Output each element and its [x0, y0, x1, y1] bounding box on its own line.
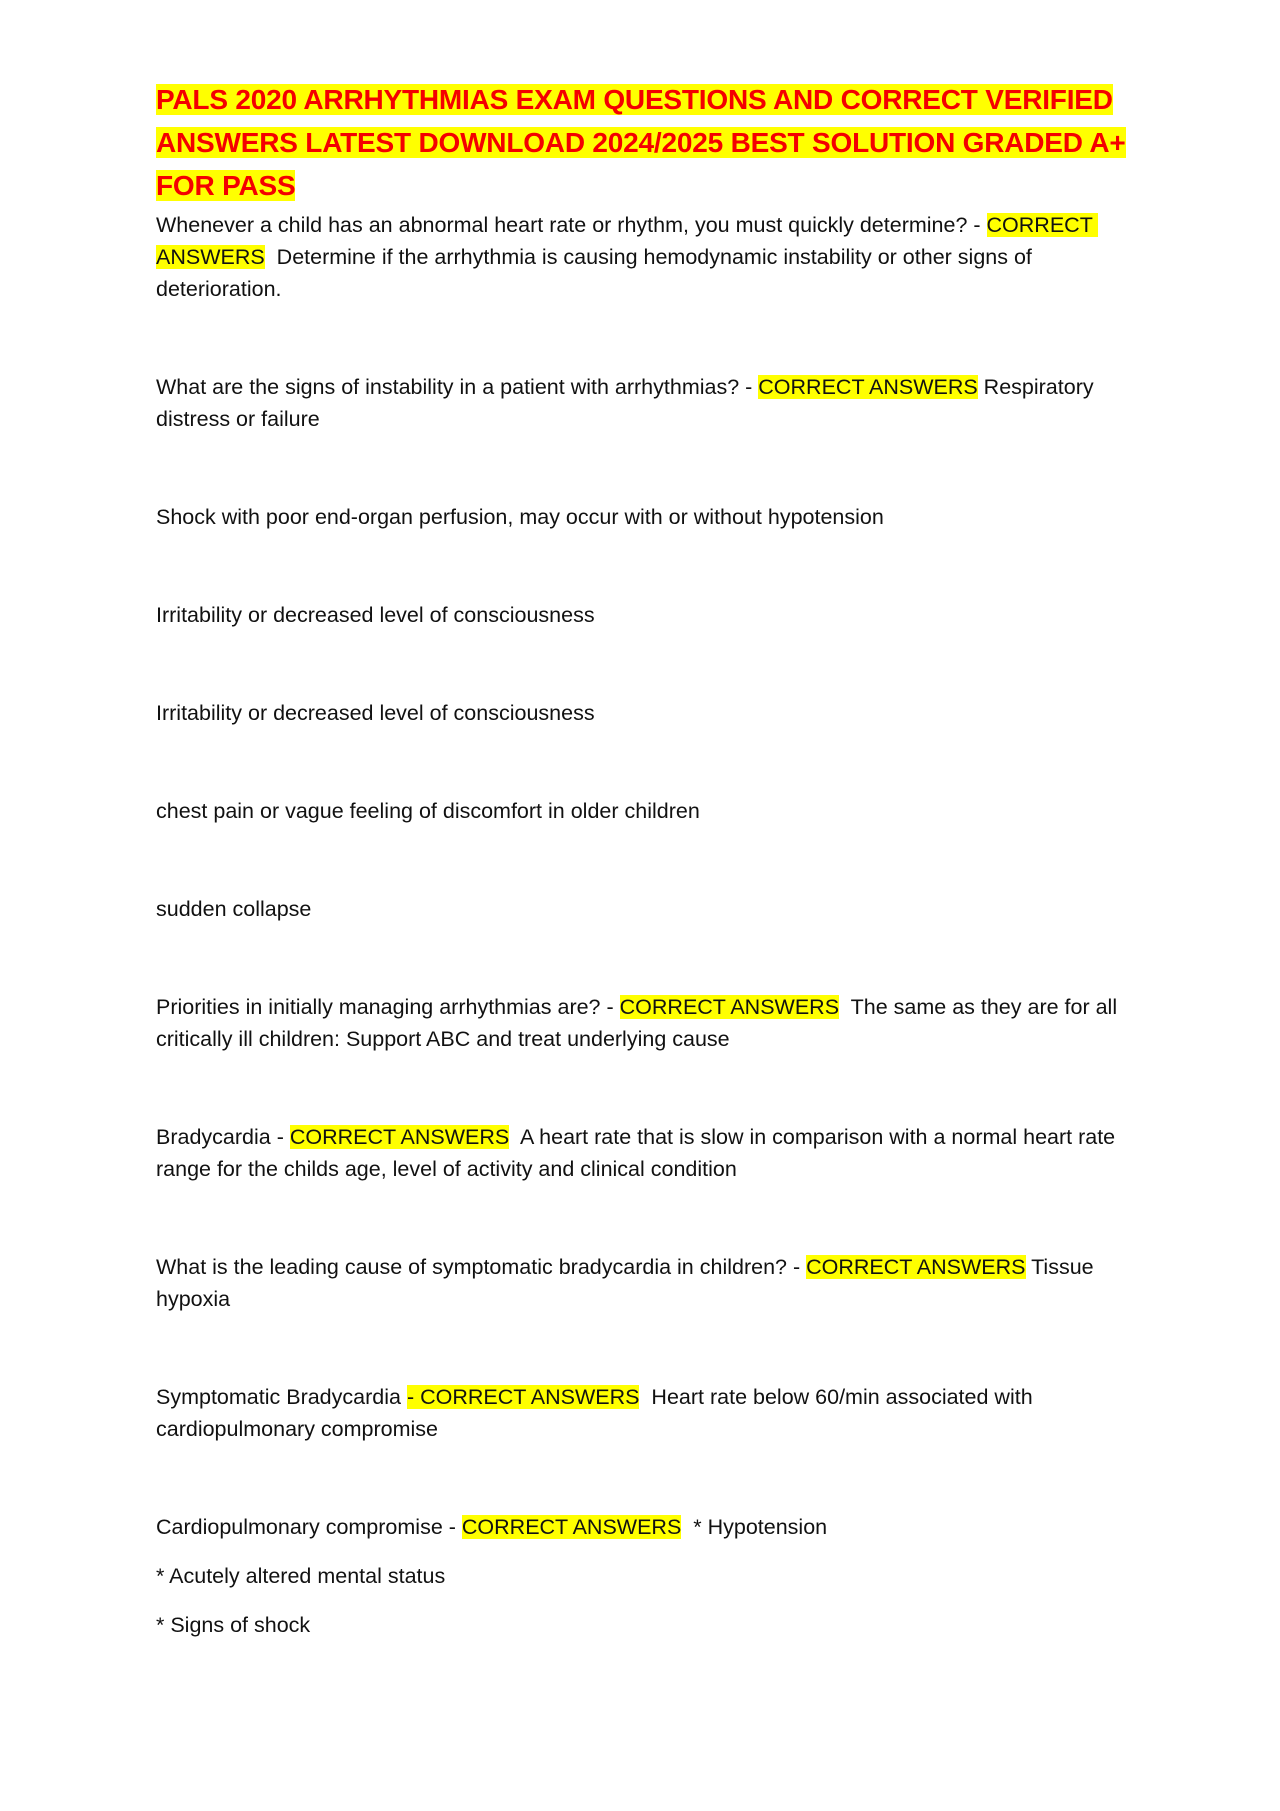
title-highlight: PALS 2020 ARRHYTHMIAS EXAM QUESTIONS AND CORRECT VERIFIED ANSWERS LATEST DOWNLOAD 2024/2025 BEST SOLUTION GRADED A+ FOR PASS — [156, 84, 1126, 201]
answer-text: A heart rate that is slow in comparison with a normal heart rate range for the childs age, level of activity and clinical condition — [156, 1125, 1122, 1181]
qa-paragraph-10 — [156, 1251, 1136, 1315]
qa-paragraph-12 — [156, 1511, 1136, 1543]
answer-text: * Hypotension — [681, 1515, 828, 1539]
text-paragraph-3: Shock with poor end-organ perfusion, may occur with or without hypotension — [156, 505, 884, 529]
question-text: Bradycardia - — [156, 1125, 290, 1149]
question-text: What is the leading cause of symptomatic bradycardia in children? - — [156, 1255, 807, 1279]
text-paragraph-7: sudden collapse — [156, 897, 312, 921]
question-text: Whenever a child has an abnormal heart rate or rhythm, you must quickly determine? - — [156, 213, 987, 237]
bullet-signs-of-shock: * Signs of shock — [156, 1613, 311, 1637]
answer-marker: CORRECT ANSWERS — [156, 213, 1098, 269]
question-text: What are the signs of instability in a patient with arrhythmias? - — [156, 375, 759, 399]
answer-text: Heart rate below 60/min associated with cardiopulmonary compromise — [156, 1385, 1039, 1441]
text-paragraph-6: chest pain or vague feeling of discomfort in older children — [156, 799, 700, 823]
question-text: Symptomatic Bradycardia — [156, 1385, 407, 1409]
qa-paragraph-8 — [156, 991, 1136, 1055]
bullet-altered-mental-status: * Acutely altered mental status — [156, 1564, 446, 1588]
qa-paragraph-2 — [156, 371, 1136, 435]
text-paragraph-4: Irritability or decreased level of consciousness — [156, 603, 595, 627]
answer-text: Tissue hypoxia — [156, 1255, 1100, 1311]
document-page — [156, 78, 1136, 1641]
answer-marker: - CORRECT ANSWERS — [406, 1385, 640, 1409]
text-paragraph-5: Irritability or decreased level of consciousness — [156, 701, 595, 725]
answer-text: Respiratory distress or failure — [156, 375, 1100, 431]
answer-text: The same as they are for all critically ill children: Support ABC and treat underlying cause — [156, 995, 1124, 1051]
qa-paragraph-11 — [156, 1381, 1136, 1445]
qa-paragraph-1 — [156, 209, 1136, 305]
question-text: Cardiopulmonary compromise - — [156, 1515, 462, 1539]
document-title — [156, 78, 1136, 207]
answer-text: Determine if the arrhythmia is causing hemodynamic instability or other signs of deterioration. — [156, 245, 1038, 301]
answer-marker: CORRECT ANSWERS — [758, 375, 978, 399]
qa-paragraph-9 — [156, 1121, 1136, 1185]
answer-marker: CORRECT ANSWERS — [289, 1125, 510, 1149]
answer-marker: CORRECT ANSWERS — [806, 1255, 1026, 1279]
question-text: Priorities in initially managing arrhythmias are? - — [156, 995, 620, 1019]
answer-marker: CORRECT ANSWERS — [619, 995, 840, 1019]
answer-marker: CORRECT ANSWERS — [461, 1515, 682, 1539]
